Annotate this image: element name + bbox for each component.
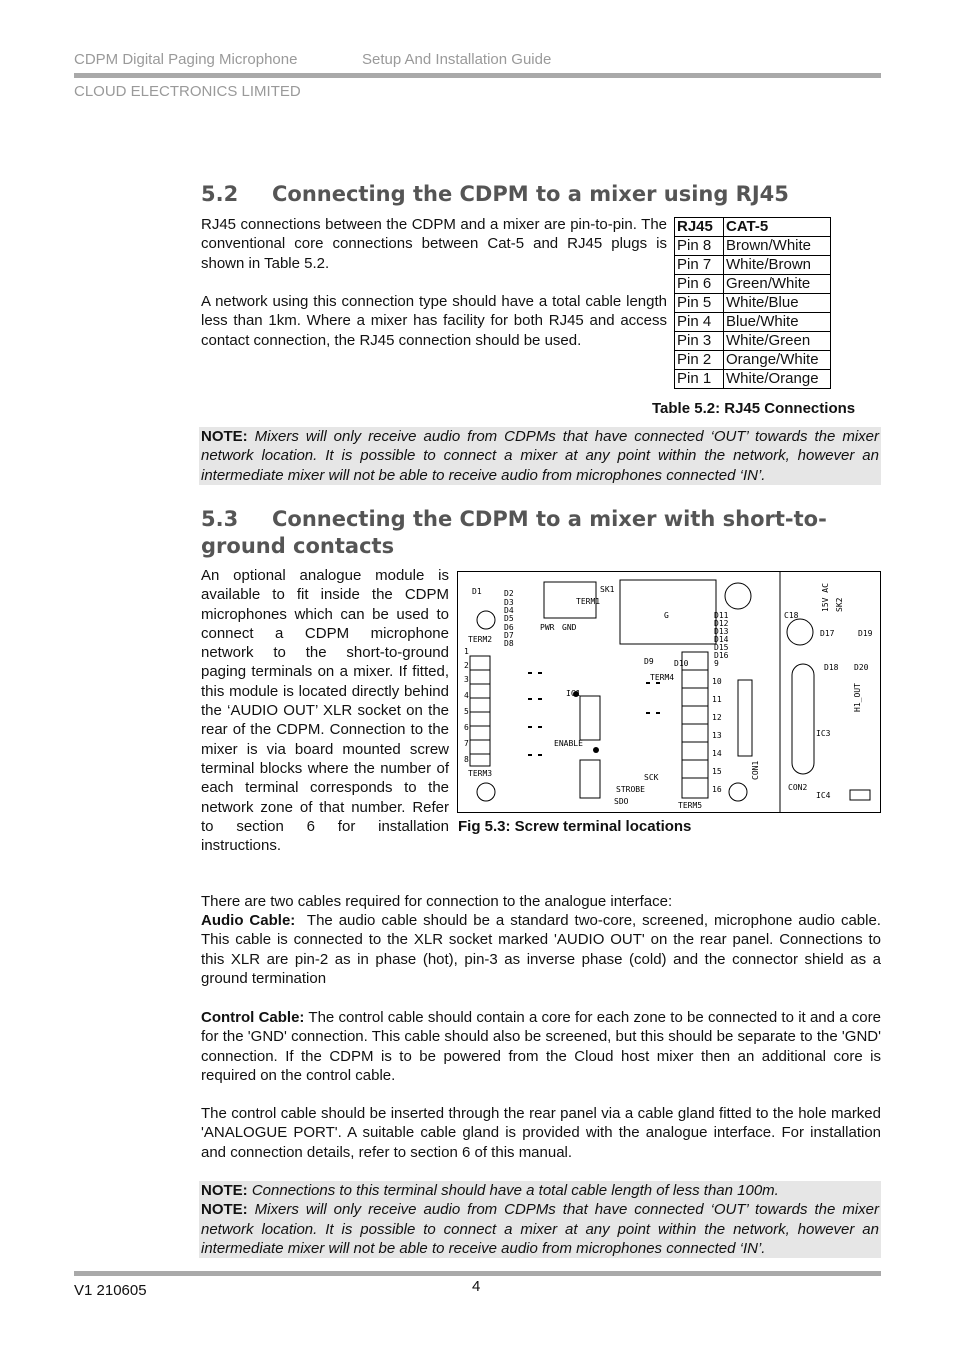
table-row — [675, 332, 831, 351]
pcb-label: D4 — [504, 606, 514, 615]
section-title-line-2: ground contacts — [201, 534, 395, 558]
pcb-diagram — [458, 572, 880, 812]
terminal-number: 9 — [714, 659, 719, 668]
header-guide: Setup And Installation Guide — [362, 51, 552, 68]
terminal-number: 5 — [464, 707, 469, 716]
pcb-label: D13 — [714, 627, 729, 636]
pcb-label: STROBE — [616, 785, 645, 794]
terminal-number: 6 — [464, 723, 469, 732]
pcb-label: D12 — [714, 619, 729, 628]
table-row — [675, 237, 831, 256]
pcb-label: D6 — [504, 623, 514, 632]
terminal-number: 14 — [712, 749, 722, 758]
table-cell: Pin 4 — [675, 313, 724, 332]
pcb-label: SK1 — [600, 585, 615, 594]
pcb-label: IC4 — [816, 791, 831, 800]
pcb-label: SK2 — [835, 597, 844, 612]
audio-cable-text: The audio cable should be a standard two-core, screened, microphone audio cable. This cable is connected to the XLR socket marked 'AUDIO OUT' on the rear panel. Connections to this XLR are pin-2 as in phase (hot), pin-3 as inverse phase (cold) and the connector shield as a ground termination — [201, 912, 881, 987]
table-cell: Pin 7 — [675, 256, 724, 275]
terminal-number: 10 — [712, 677, 722, 686]
note-label: NOTE: — [201, 1201, 248, 1219]
table-cell: Blue/White — [724, 313, 831, 332]
header-product: CDPM Digital Paging Microphone — [74, 51, 298, 68]
audio-cable-label: Audio Cable: — [201, 912, 296, 929]
pcb-label: D9 — [644, 657, 654, 666]
table-cell: Pin 1 — [675, 370, 724, 389]
terminal-number: 2 — [464, 661, 469, 670]
table-cell: Pin 2 — [675, 351, 724, 370]
table-cell: White/Blue — [724, 294, 831, 313]
header-company: CLOUD ELECTRONICS LIMITED — [74, 83, 301, 100]
section-title: Connecting the CDPM to a mixer with short-to- — [272, 507, 827, 531]
pcb-label: IC3 — [816, 729, 831, 738]
pcb-label: D5 — [504, 614, 514, 623]
section-5-2-note — [199, 427, 881, 485]
table-header-row — [675, 218, 831, 237]
terminal-number: 12 — [712, 713, 722, 722]
table-row — [675, 313, 831, 332]
pcb-label: D11 — [714, 611, 729, 620]
pcb-label: D10 — [674, 659, 689, 668]
note-1 — [201, 1181, 879, 1200]
pcb-label: D14 — [714, 635, 729, 644]
pcb-label: TERM5 — [678, 801, 703, 810]
table-cell: Green/White — [724, 275, 831, 294]
table-row — [675, 275, 831, 294]
table-cell: Pin 3 — [675, 332, 724, 351]
pcb-label: D16 — [714, 651, 729, 660]
note-2 — [201, 1200, 879, 1258]
pcb-label: SCK — [644, 773, 659, 782]
section-5-2-para-1: RJ45 connections between the CDPM and a mixer are pin-to-pin. The conventional core connections between Cat-5 and RJ45 plugs is shown in Table 5.2. — [201, 216, 667, 272]
cables-intro: There are two cables required for connection to the analogue interface: — [201, 893, 673, 910]
table-caption: Table 5.2: RJ45 Connections — [652, 400, 856, 417]
terminal-number: 15 — [712, 767, 722, 776]
section-5-3-para-1: An optional analogue module is available to fit inside the CDPM microphones which can be used to connect a CDPM microphone network to the short-to-ground paging terminals on a mixer. If fitted, this module is located directly behind the ‘AUDIO OUT’ XLR socket on the rear of the CDPM. Connection to the mixer is via board mounted screw terminal blocks where the number of each terminal corresponds to the network zone of that number. Refer to section 6 for installation instructions. — [201, 567, 449, 855]
pcb-label: TERM4 — [650, 673, 675, 682]
table-cell: Pin 8 — [675, 237, 724, 256]
terminal-number: 16 — [712, 785, 722, 794]
pcb-label: CON1 — [751, 760, 760, 780]
table-cell: White/Orange — [724, 370, 831, 389]
table-row — [675, 256, 831, 275]
table-cell: Orange/White — [724, 351, 831, 370]
note-text: Mixers will only receive audio from CDPMs that have connected ‘OUT’ towards the mixer network location. It is possible to connect a mixer at any point within the network, however an intermediate mixer will not be able to receive audio from microphones connected ‘IN’. — [201, 428, 880, 484]
pcb-label: D2 — [504, 589, 514, 598]
pcb-label: CON2 — [788, 783, 808, 792]
footer-rule — [74, 1271, 881, 1276]
section-5-3-notes — [199, 1181, 881, 1258]
page-number: 4 — [472, 1278, 481, 1295]
control-cable-para — [201, 1008, 881, 1085]
pcb-label: D8 — [504, 639, 514, 648]
figure-caption: Fig 5.3: Screw terminal locations — [458, 818, 692, 835]
pcb-label: G — [664, 611, 669, 620]
note-label: NOTE: — [201, 1182, 248, 1199]
pcb-label: TERM1 — [576, 597, 601, 606]
pcb-label: D18 — [824, 663, 839, 672]
pcb-label: TERM2 — [468, 635, 493, 644]
table-cell: White/Brown — [724, 256, 831, 275]
cable-gland-para: The control cable should be inserted through the rear panel via a cable gland fitted to the hole marked 'ANALOGUE PORT'. A suitable cable gland is provided with the analogue interface. For installation and connection details, refer to section 6 of this manual. — [201, 1105, 881, 1161]
section-5-3-heading — [201, 506, 881, 560]
note-label: NOTE: — [201, 428, 248, 445]
rj45-table — [674, 217, 831, 389]
table-cell: Brown/White — [724, 237, 831, 256]
pcb-label: D15 — [714, 643, 729, 652]
pcb-label: D3 — [504, 598, 514, 607]
terminal-number: 3 — [464, 675, 469, 684]
pcb-label: C18 — [784, 611, 799, 620]
pcb-label: ENABLE — [554, 739, 583, 748]
pcb-label: GND — [562, 623, 577, 632]
section-title: Connecting the CDPM to a mixer using RJ45 — [272, 182, 789, 206]
section-number: 5.3 — [201, 507, 239, 531]
table-row — [675, 351, 831, 370]
note-text: Mixers will only receive audio from CDPMs that have connected ‘OUT’ towards the mixer network location. It is possible to connect a mixer at any point within the network, however an intermediate mixer will not be able to receive audio from microphones connected ‘IN’. — [201, 1201, 880, 1257]
pcb-label: TERM3 — [468, 769, 493, 778]
control-cable-text: The control cable should contain a core for each zone to be connected to it and a core for the 'GND' connection. This cable should also be screened, but this should be separate to the 'GND' connection. If the CDPM is to be powered from the Cloud host mixer then an additional core is required on the control cable. — [201, 1009, 881, 1084]
terminal-number: 7 — [464, 739, 469, 748]
table-row — [675, 294, 831, 313]
terminal-number: 8 — [464, 755, 469, 764]
pcb-label: SDO — [614, 797, 629, 806]
pcb-label: D20 — [854, 663, 869, 672]
terminal-number: 4 — [464, 691, 469, 700]
pcb-label: PWR — [540, 623, 555, 632]
section-number: 5.2 — [201, 182, 239, 206]
pcb-label: H1_OUT — [853, 683, 862, 712]
note-text: Connections to this terminal should have a total cable length of less than 100m. — [251, 1182, 779, 1199]
pcb-label: D19 — [858, 629, 873, 638]
terminal-number: 1 — [464, 647, 469, 656]
pcb-figure — [457, 571, 881, 813]
table-header: CAT-5 — [724, 218, 831, 237]
section-5-2-para-2: A network using this connection type should have a total cable length less than 1km. Where a mixer has facility for both RJ45 and access contact connection, the RJ45 connection should be used. — [201, 293, 667, 349]
pcb-label: D1 — [472, 587, 482, 596]
table-cell: White/Green — [724, 332, 831, 351]
pcb-label: IC1 — [566, 689, 581, 698]
control-cable-label: Control Cable: — [201, 1009, 305, 1026]
table-cell: Pin 6 — [675, 275, 724, 294]
audio-cable-para — [201, 911, 881, 988]
terminal-number: 13 — [712, 731, 722, 740]
table-row — [675, 370, 831, 389]
pcb-label: D17 — [820, 629, 835, 638]
table-cell: Pin 5 — [675, 294, 724, 313]
footer-version: V1 210605 — [74, 1282, 147, 1299]
terminal-number: 11 — [712, 695, 722, 704]
section-5-2-heading — [201, 181, 881, 208]
pcb-label: 15V AC — [821, 583, 830, 612]
pcb-label: D7 — [504, 631, 514, 640]
header-rule — [74, 73, 881, 78]
table-header: RJ45 — [675, 218, 724, 237]
